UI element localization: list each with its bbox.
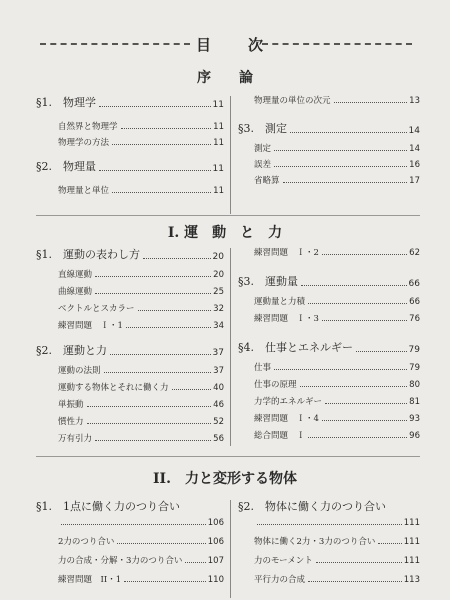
part1-column-divider [230, 248, 231, 446]
page-number: 13 [409, 96, 420, 106]
page-number: 81 [409, 397, 420, 407]
section-label: §2. 物体に働く力のつり合い [238, 500, 386, 513]
page-number: 11 [212, 164, 224, 174]
dot-leader [87, 406, 212, 407]
intro-left-column [36, 94, 224, 214]
toc-subsection-entry [254, 94, 420, 106]
dot-leader [121, 128, 212, 129]
toc-section-entry [238, 273, 420, 289]
toc-section-entry [36, 158, 224, 174]
dot-leader [126, 327, 211, 328]
toc-subsection-entry [254, 246, 420, 258]
part2-heading-row [0, 468, 450, 488]
page-number: 17 [409, 176, 420, 186]
toc-header [0, 34, 450, 54]
toc-subsection-entry [58, 554, 224, 566]
toc-section-entry [238, 120, 420, 136]
toc-section-entry [238, 339, 420, 355]
dot-leader [300, 386, 408, 387]
toc-subsection-entry [58, 319, 224, 331]
entry-label: 練習問題 Ｉ・4 [254, 414, 319, 424]
dot-leader [117, 543, 205, 544]
dot-leader [316, 562, 402, 563]
toc-subsection-entry [58, 120, 224, 132]
dot-leader [112, 144, 211, 145]
page-number: 79 [409, 363, 420, 373]
page-number: 11 [212, 100, 224, 110]
part1-part2-separator [36, 456, 420, 457]
part1-left-column [36, 246, 224, 446]
page-number: 96 [409, 431, 420, 441]
dot-leader [322, 420, 407, 421]
entry-label: 平行力の合成 [254, 575, 306, 585]
toc-subsection-entry [254, 535, 420, 547]
section-label: §2. 運動と力 [36, 344, 107, 357]
intro-part1-separator [36, 215, 420, 216]
dot-leader [95, 293, 211, 294]
entry-label: 運動量と力積 [254, 297, 306, 307]
page-number: 106 [207, 518, 224, 528]
toc-title-char-1: 目 [196, 36, 212, 54]
dot-leader [378, 543, 401, 544]
entry-label: 運動の法則 [58, 366, 101, 376]
dot-leader [325, 403, 407, 404]
section-label: §3. 測定 [238, 122, 287, 135]
entry-label: 仕事 [254, 363, 272, 373]
toc-subsection-entry [58, 432, 224, 444]
dot-leader [274, 150, 407, 151]
entry-label: 単振動 [58, 400, 84, 410]
toc-subsection-entry [254, 554, 420, 566]
toc-subsection-entry [254, 412, 420, 424]
section-label: §2. 物理量 [36, 160, 96, 173]
entry-label: 測定 [254, 144, 272, 154]
page-number: 46 [213, 400, 224, 410]
part2-title: II. 力と変形する物体 [153, 471, 297, 487]
page-number: 37 [213, 366, 224, 376]
toc-subsection-entry [58, 302, 224, 314]
entry-label: 物体に働く2力・3力のつり合い [254, 537, 376, 547]
entry-label: 自然界と物理学 [58, 122, 118, 132]
toc-subsection-entry [58, 415, 224, 427]
part1-heading-row [0, 222, 450, 242]
part1-right-column [238, 246, 420, 446]
toc-subsection-entry [58, 516, 224, 528]
dot-leader [185, 562, 205, 563]
entry-label: 2力のつり合い [58, 537, 115, 547]
toc-subsection-entry [254, 395, 420, 407]
page-number: 66 [408, 279, 420, 289]
entry-label: 総合問題 Ｉ [254, 431, 306, 441]
page-number: 111 [403, 556, 420, 566]
dot-leader [283, 182, 408, 183]
toc-subsection-entry [254, 142, 420, 154]
toc-subsection-entry [58, 573, 224, 585]
entry-label: 練習問題 II・1 [58, 575, 122, 585]
toc-subsection-entry [58, 364, 224, 376]
page-number: 52 [213, 417, 224, 427]
page-number: 14 [408, 126, 420, 136]
part2-right-column [238, 498, 420, 598]
page-number: 40 [213, 383, 224, 393]
dot-leader [124, 581, 206, 582]
page-number: 11 [213, 138, 224, 148]
section-label: §3. 運動量 [238, 275, 298, 288]
page-number: 11 [213, 122, 224, 132]
entry-label: 直線運動 [58, 270, 93, 280]
toc-subsection-entry [254, 174, 420, 186]
entry-label: 力のモーメント [254, 556, 313, 566]
dot-leader [95, 276, 211, 277]
dot-leader [87, 423, 212, 424]
toc-subsection-entry [58, 381, 224, 393]
page-number: 76 [409, 314, 420, 324]
entry-label: 物理量の単位の次元 [254, 96, 331, 106]
intro-column-divider [230, 96, 231, 214]
toc-subsection-entry [254, 429, 420, 441]
toc-subsection-entry [58, 535, 224, 547]
dot-leader [290, 132, 407, 133]
toc-subsection-entry [254, 158, 420, 170]
page-number: 110 [207, 575, 224, 585]
toc-subsection-entry [58, 268, 224, 280]
page-number: 37 [212, 348, 224, 358]
toc-subsection-entry [254, 295, 420, 307]
dot-leader [112, 192, 211, 193]
dot-leader [172, 389, 212, 390]
entry-label: 練習問題 Ｉ・3 [254, 314, 319, 324]
entry-label: 力の合成・分解・3力のつり合い [58, 556, 183, 566]
entry-label: 省略算 [254, 176, 280, 186]
dot-leader [308, 437, 407, 438]
toc-subsection-entry [254, 516, 420, 528]
page-number: 79 [408, 345, 420, 355]
section-label: §1. 1点に働く力のつり合い [36, 500, 180, 513]
dot-leader [274, 369, 407, 370]
dot-leader [143, 258, 211, 259]
toc-section-entry [36, 94, 224, 110]
page-number: 20 [213, 270, 224, 280]
entry-label: 誤差 [254, 160, 272, 170]
part2-left-column [36, 498, 224, 598]
page-number: 16 [409, 160, 420, 170]
dot-leader [138, 310, 212, 311]
toc-title-char-2: 次 [248, 36, 264, 54]
dot-leader [301, 285, 407, 286]
page-number: 56 [213, 434, 224, 444]
page-number: 111 [403, 537, 420, 547]
intro-heading-row [0, 67, 450, 87]
toc-subsection-entry [58, 398, 224, 410]
page-number: 11 [213, 186, 224, 196]
toc-subsection-entry [254, 378, 420, 390]
dot-leader [104, 372, 212, 373]
page-number: 113 [403, 575, 420, 585]
intro-title: 序 論 [197, 70, 253, 86]
part2-column-divider [230, 500, 231, 598]
section-label: §4. 仕事とエネルギー [238, 341, 353, 354]
entry-label: 曲線運動 [58, 287, 93, 297]
part1-title: I. 運 動 と 力 [167, 225, 283, 241]
dot-leader [61, 524, 206, 525]
page-number: 62 [409, 248, 420, 258]
page-number: 93 [409, 414, 420, 424]
toc-subsection-entry [254, 361, 420, 373]
page-number: 80 [409, 380, 420, 390]
page-number: 107 [207, 556, 224, 566]
entry-label: 力学的エネルギー [254, 397, 323, 407]
dot-leader [257, 524, 402, 525]
toc-subsection-entry [58, 285, 224, 297]
section-label: §1. 物理学 [36, 96, 96, 109]
dot-leader [274, 166, 407, 167]
dot-leader [308, 581, 402, 582]
header-rule-left [40, 43, 190, 45]
toc-subsection-entry [58, 184, 224, 196]
page-number: 25 [213, 287, 224, 297]
entry-label: 物理学の方法 [58, 138, 110, 148]
dot-leader [334, 102, 408, 103]
entry-label: 練習問題 Ｉ・2 [254, 248, 319, 258]
page-number: 66 [409, 297, 420, 307]
entry-label: 仕事の原理 [254, 380, 297, 390]
part2-right-section-heading [238, 498, 420, 514]
page-number: 32 [213, 304, 224, 314]
page-number: 106 [207, 537, 224, 547]
page-number: 111 [403, 518, 420, 528]
toc-subsection-entry [58, 136, 224, 148]
entry-label: 運動する物体とそれに働く力 [58, 383, 169, 393]
dot-leader [322, 320, 407, 321]
entry-label: 万有引力 [58, 434, 93, 444]
page-number: 20 [212, 252, 224, 262]
intro-right-column [238, 94, 420, 214]
page-number: 34 [213, 321, 224, 331]
entry-label: 慣性力 [58, 417, 84, 427]
dot-leader [95, 440, 211, 441]
toc-section-entry [36, 246, 224, 262]
toc-subsection-entry [254, 573, 420, 585]
entry-label: ベクトルとスカラー [58, 304, 135, 314]
entry-label: 練習問題 Ｉ・1 [58, 321, 123, 331]
dot-leader [110, 354, 211, 355]
part2-left-section-heading [36, 498, 224, 514]
dot-leader [356, 351, 407, 352]
dot-leader [322, 254, 407, 255]
toc-subsection-entry [254, 312, 420, 324]
entry-label: 物理量と単位 [58, 186, 110, 196]
dot-leader [308, 303, 407, 304]
header-rule-right [262, 43, 412, 45]
section-label: §1. 運動の表わし方 [36, 248, 140, 261]
toc-section-entry [36, 342, 224, 358]
page-number: 14 [409, 144, 420, 154]
dot-leader [99, 106, 211, 107]
dot-leader [99, 170, 211, 171]
